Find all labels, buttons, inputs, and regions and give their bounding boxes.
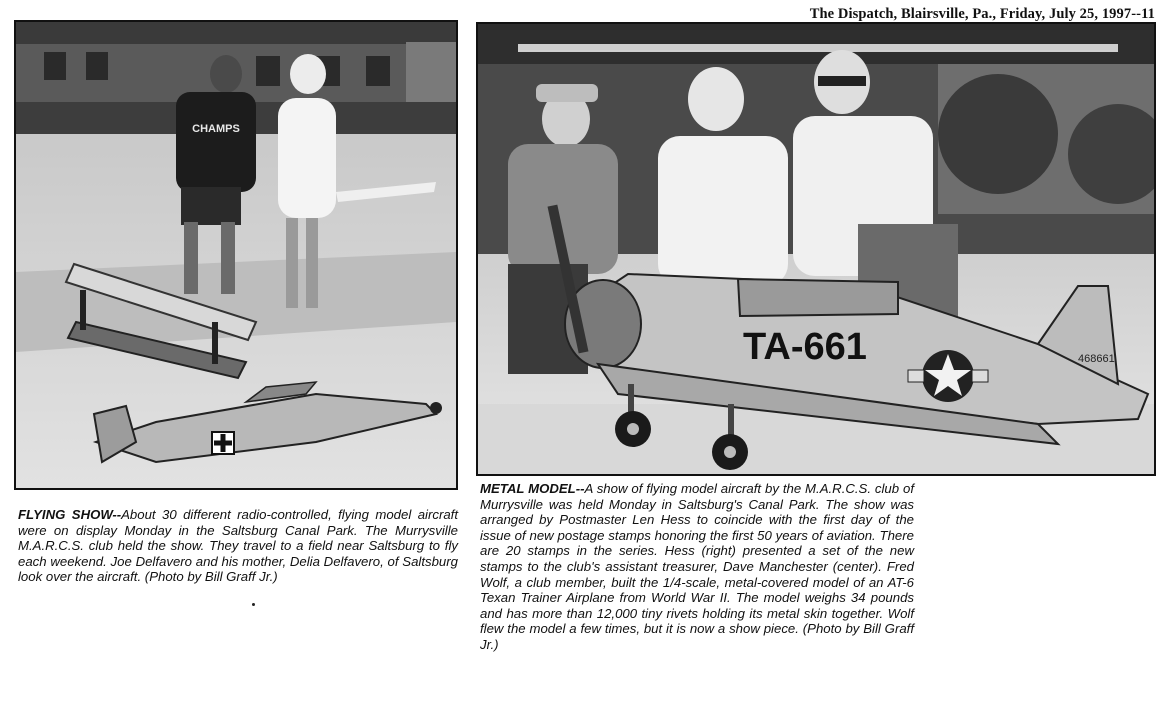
- photo-metal-model-image: [478, 24, 1154, 474]
- shirt-print: CHAMPS: [192, 123, 240, 135]
- print-speck: [252, 603, 255, 606]
- newspaper-masthead: The Dispatch, Blairsville, Pa., Friday, July 25, 1997--11: [809, 6, 1155, 22]
- tail-number: 468661: [1078, 353, 1115, 365]
- photo-flying-show-image: [16, 22, 456, 488]
- photo-flying-show: [14, 20, 458, 490]
- caption-metal-model: [480, 481, 914, 653]
- caption-lead: METAL MODEL--: [480, 481, 585, 496]
- photo-metal-model: [476, 22, 1156, 476]
- caption-lead: FLYING SHOW--: [18, 507, 122, 522]
- caption-body: A show of flying model aircraft by the M.A.R.C.S. club of Murrysville was held Monday in Saltsburg's Canal Park. The show was arranged by Postmaster Len Hess to coincide with the first day of the issue of new postage stamps honoring the first 50 years of aviation. There are 20 stamps in the series. Hess (right) presented a set of the new stamps to the club's assistant treasurer, Dave Manchester (center). Fred Wolf, a club member, built the 1/4-scale, metal-covered model of an AT-6 Texan Trainer Airplane from World War II. The model weighs 34 pounds and has more than 12,000 tiny rivets holding its metal skin together. Wolf flew the model a few times, but it is now a show piece. (Photo by Bill Graff Jr.): [480, 481, 914, 652]
- caption-flying-show: [18, 507, 458, 585]
- fuselage-marking: TA-661: [743, 326, 867, 368]
- caption-body: About 30 different radio-controlled, flying model aircraft were on display Monday in the Saltsburg Canal Park. The Murrysville M.A.R.C.S. club held the show. They travel to a field near Saltsburg to fly each weekend. Joe Delfavero and his mother, Delia Delfavero, of Saltsburg look over the aircraft. (Photo by Bill Graff Jr.): [18, 507, 458, 585]
